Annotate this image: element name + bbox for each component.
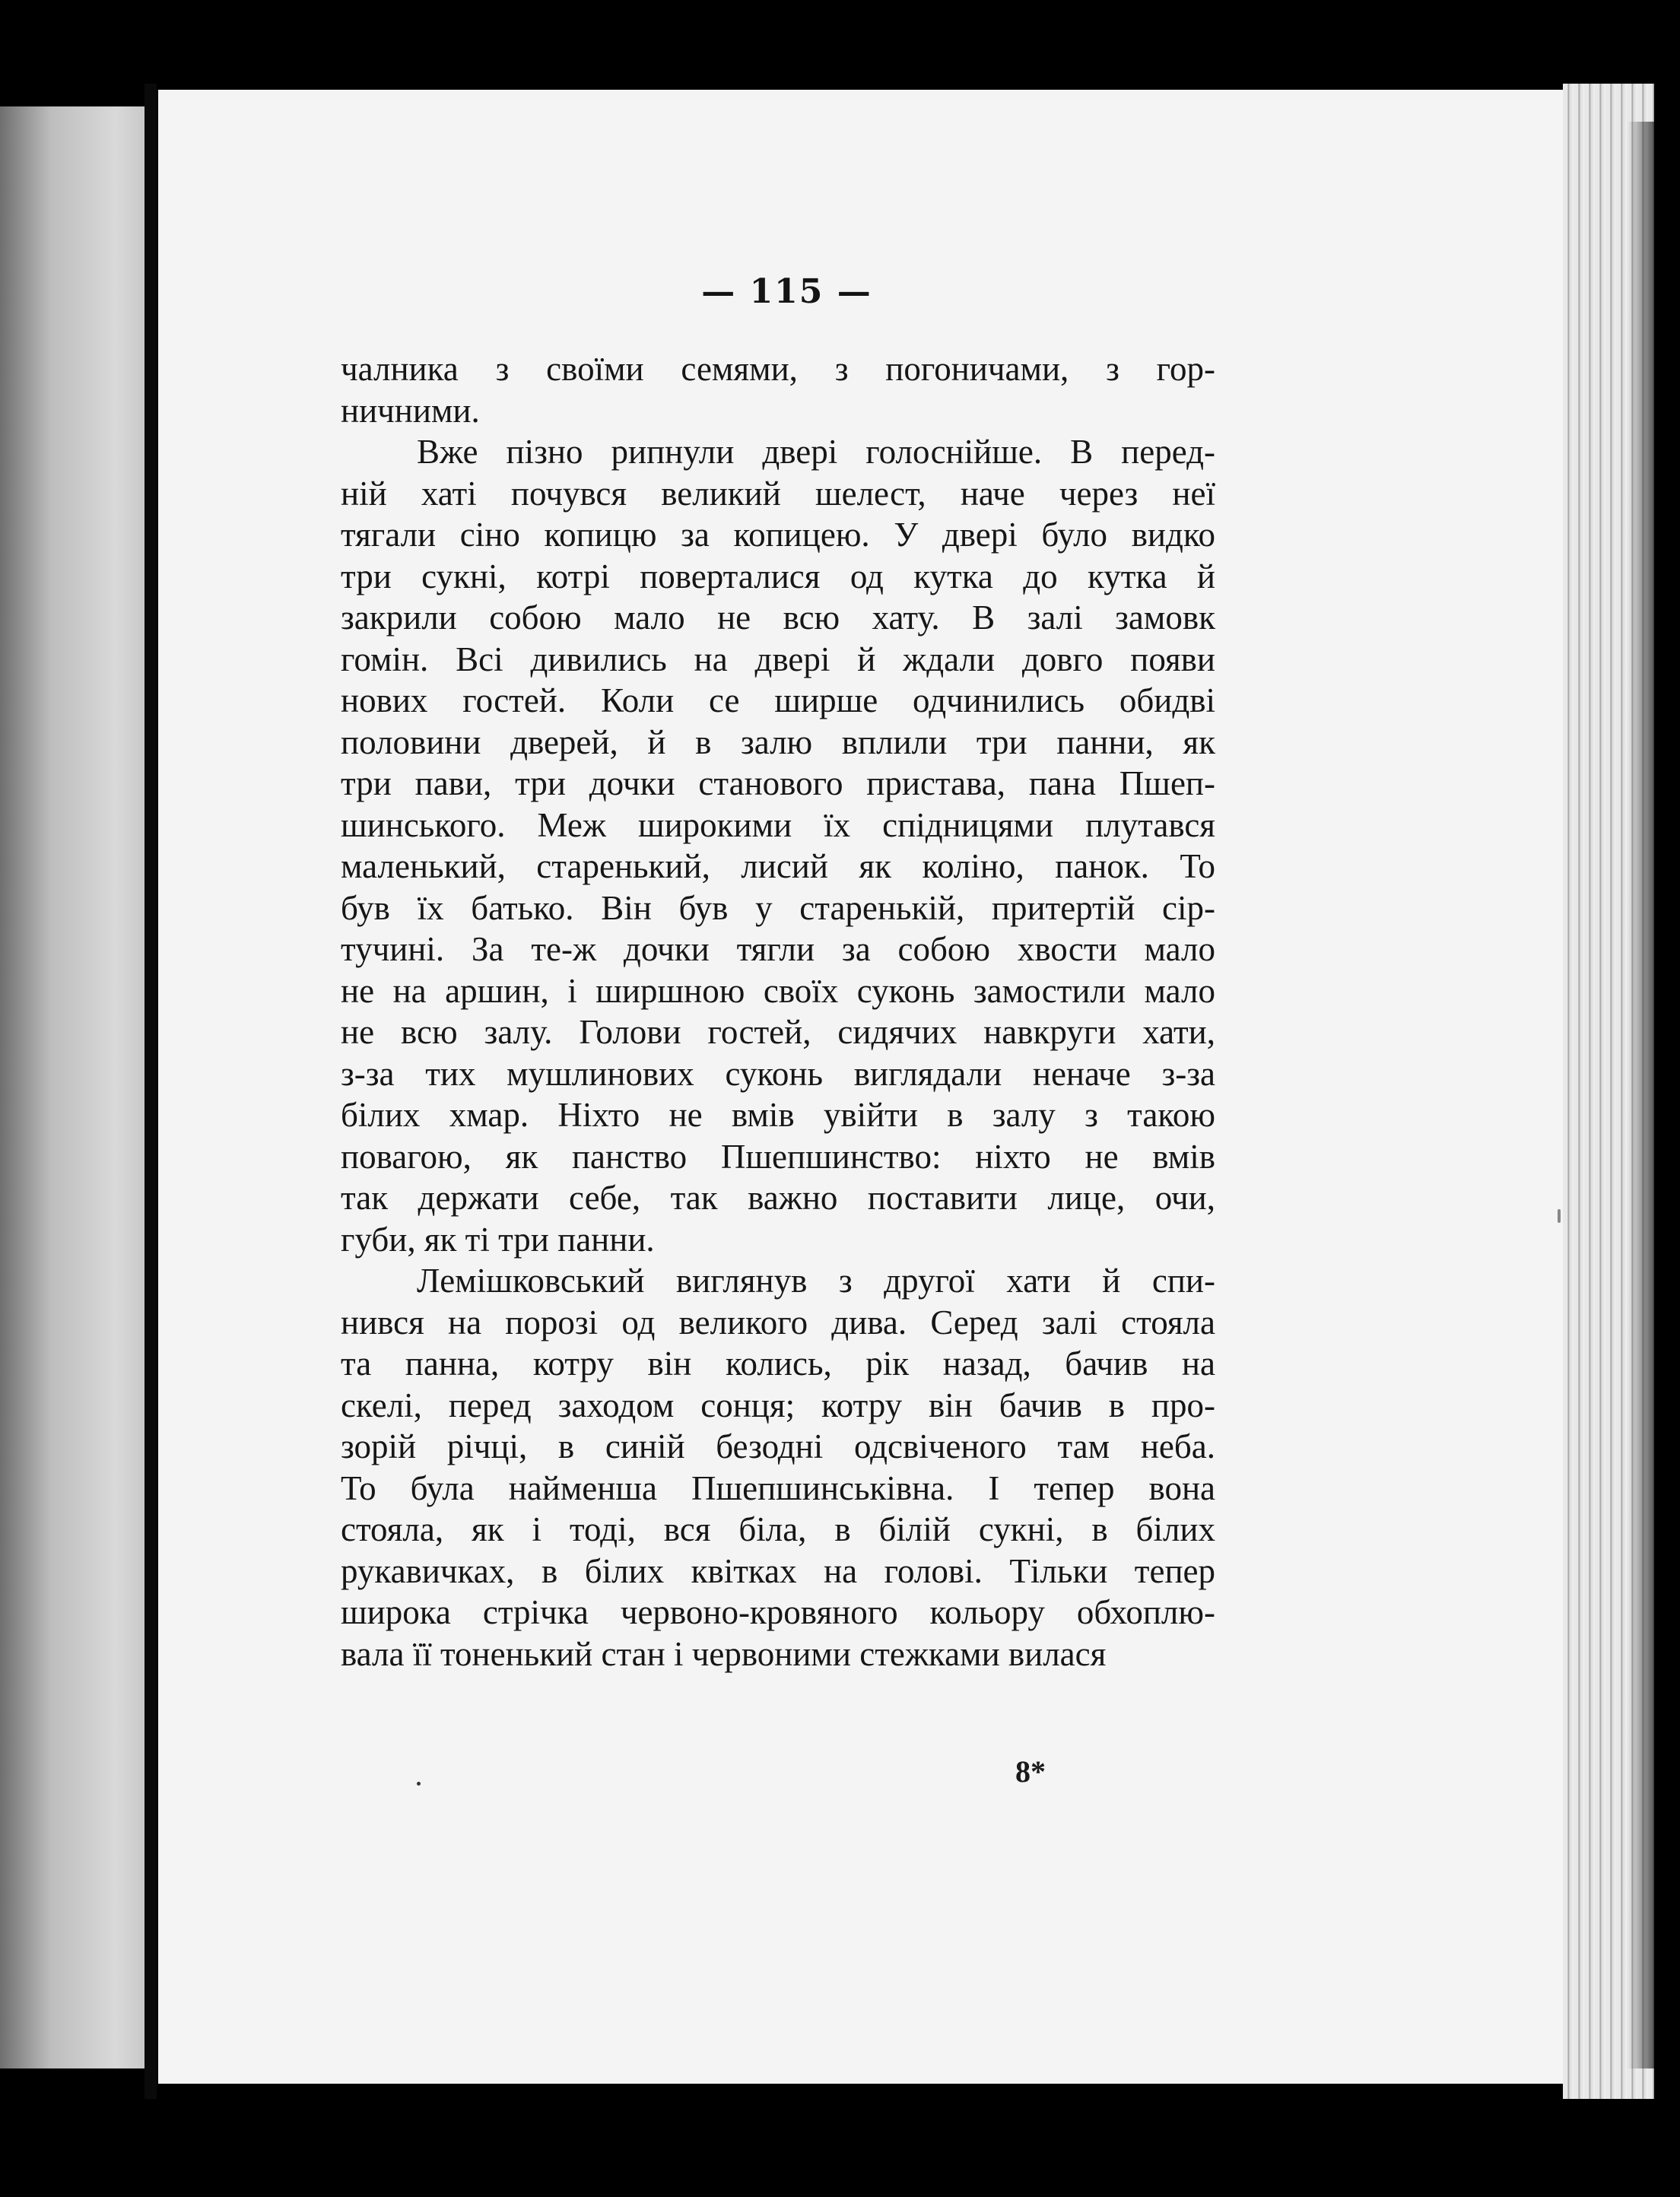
text-line: скелі, перед заходом сонця; котру він бачив в про- — [341, 1386, 1215, 1424]
text-line: зорій річці, в синій безодні одсвіченого там неба. — [341, 1427, 1215, 1465]
text-line: чалника з своїми семями, з погоничами, з гор- — [341, 350, 1215, 388]
text-line: не всю залу. Голови гостей, сидячих навкруги хати, — [341, 1013, 1215, 1051]
book-gutter — [144, 84, 157, 2099]
text-line: тучині. За те-ж дочки тягли за собою хвости мало — [341, 930, 1215, 968]
printer-signature-mark: 8* — [1015, 1754, 1046, 1789]
text-line: був їх батько. Він був у старенькій, притертій сір- — [341, 888, 1215, 927]
text-line: маленький, старенький, лисий як коліно, панок. То — [341, 847, 1215, 885]
page-edge-shadow — [1628, 122, 1658, 2068]
text-line: вала її тоненький стан і червоними стежками вилася — [341, 1634, 1107, 1673]
text-line: стояла, як і тоді, вся біла, в білій сукні, в білих — [341, 1510, 1215, 1548]
page-number-header: — 115 — — [701, 272, 872, 311]
text-line: шинського. Меж широкими їх спідницями плутався — [341, 805, 1215, 844]
text-line: половини дверей, й в залю вплили три панни, як — [341, 722, 1215, 761]
text-line: та панна, котру він колись, рік назад, бачив на — [341, 1345, 1215, 1383]
text-line: То була найменша Пшепшинськівна. І тепер вона — [341, 1468, 1215, 1507]
left-page-edge — [0, 106, 144, 2068]
text-line: повагою, як панство Пшепшинство: ніхто не вмів — [341, 1137, 1215, 1176]
paragraph — [341, 431, 1215, 1260]
dust-speck — [1558, 1209, 1561, 1223]
text-line: три пави, три дочки станового пристава, пана Пшеп- — [341, 764, 1215, 802]
text-line: губи, як ті три панни. — [341, 1220, 655, 1259]
text-line: білих хмар. Ніхто не вмів увійти в залу з такою — [341, 1096, 1215, 1134]
text-line: Лемішковський виглянув з другої хати й спи- — [417, 1262, 1215, 1300]
text-line: ничними. — [341, 391, 480, 430]
paragraph — [341, 1260, 1215, 1675]
text-line: тягали сіно копицю за копицею. У двері було видко — [341, 516, 1215, 554]
text-line: гомін. Всі дивились на двері й ждали довго появи — [341, 640, 1215, 678]
text-line: не на аршин, і ширшною своїх суконь замостили мало — [341, 971, 1215, 1010]
text-line: рукавичках, в білих квітках на голові. Тільки тепер — [341, 1551, 1215, 1590]
text-line: нових гостей. Коли се ширше одчинились обидві — [341, 681, 1215, 719]
dust-speck — [417, 1782, 421, 1786]
text-line: з-за тих мушлинових суконь виглядали неначе з-за — [341, 1054, 1215, 1093]
text-line: ній хаті почувся великий шелест, наче через неї — [341, 474, 1215, 513]
page-body-text — [341, 348, 1215, 1675]
text-line: Вже пізно рипнули двері голоснійше. В перед- — [417, 433, 1215, 471]
text-line: закрили собою мало не всю хату. В залі замовк — [341, 598, 1215, 637]
text-line: три сукні, котрі поверталися од кутка до кутка й — [341, 557, 1215, 595]
paragraph — [341, 348, 1215, 431]
text-line: широка стрічка червоно-кровяного кольору обхоплю- — [341, 1593, 1215, 1631]
text-line: так держати себе, так важно поставити лице, очи, — [341, 1179, 1215, 1217]
text-line: нився на порозі од великого дива. Серед залі стояла — [341, 1303, 1215, 1341]
